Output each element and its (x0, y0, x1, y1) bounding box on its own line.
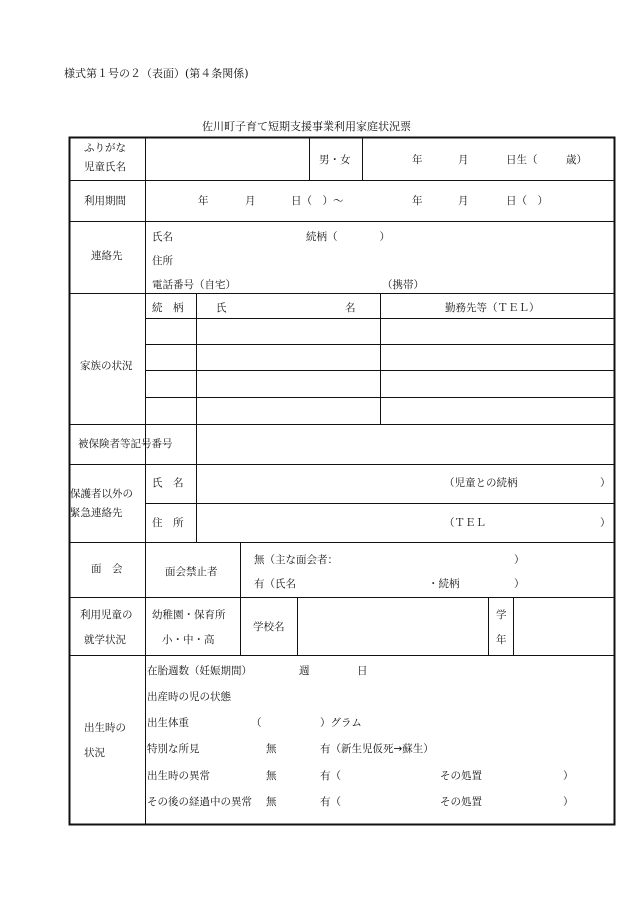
visit-label: 面 会 (91, 563, 123, 575)
later-abnormal-label: その後の経過中の異常 (147, 796, 252, 808)
period-to-day: 日（ ） (506, 195, 548, 207)
period-label: 利用期間 (84, 195, 126, 207)
visit-prohibited-label: 面会禁止者 (165, 566, 218, 578)
birth-abnormal-yes: 有（ (320, 770, 341, 782)
dob-age-label: 歳） (566, 154, 587, 166)
visit-yes-text: 有（氏名 (254, 578, 296, 590)
family-label: 家族の状況 (80, 360, 133, 372)
emergency-relation-close: ） (600, 477, 611, 489)
birth-weight-open: （ (251, 717, 262, 729)
birth-abnormal-close: ） (563, 770, 574, 782)
visit-yes-relation: ・続柄 (428, 578, 460, 590)
later-abnormal-none: 無 (266, 796, 277, 808)
visit-none-close: ） (514, 554, 525, 566)
form-number: 様式第１号の２（表面）(第４条関係) (64, 67, 249, 80)
period-from-year: 年 (198, 195, 209, 207)
birth-condition-label: 出産時の児の状態 (147, 691, 231, 703)
later-abnormal-treatment: その処置 (440, 796, 482, 808)
contact-relation-label: 続柄（ ） (306, 231, 390, 243)
emergency-tel-close: ） (600, 517, 611, 529)
later-abnormal-yes: 有（ (320, 796, 341, 808)
school-grade-line2: 年 (496, 634, 507, 646)
school-levels-text: 小・中・高 (162, 634, 215, 646)
gestation-days: 日 (357, 665, 368, 677)
special-findings-label: 特別な所見 (147, 743, 200, 755)
gestation-weeks: 週 (299, 665, 310, 677)
contact-phone-mobile-label: （携帯） (382, 279, 424, 291)
family-col-work: 勤務先等（ＴＥＬ） (445, 302, 540, 314)
gestation-label: 在胎週数（妊娠期間） (147, 665, 252, 677)
birth-weight-label: 出生体重 (147, 717, 189, 729)
school-label-line1: 利用児童の (80, 609, 133, 621)
emergency-name-label: 氏 名 (152, 477, 184, 489)
dob-month-label: 月 (458, 154, 469, 166)
contact-phone-home-label: 電話番号（自宅） (152, 279, 236, 291)
contact-address-label: 住所 (152, 255, 173, 267)
school-kinder-text: 幼稚園・保育所 (152, 609, 226, 621)
period-to-month: 月 (458, 195, 469, 207)
family-col-name-left: 氏 (216, 302, 227, 314)
contact-label: 連絡先 (91, 250, 123, 262)
dob-day-label: 日生（ (506, 154, 538, 166)
period-from-month: 月 (245, 195, 256, 207)
visit-yes-close: ） (514, 578, 525, 590)
birth-abnormal-treatment: その処置 (440, 770, 482, 782)
birth-label-line2: 状況 (84, 747, 105, 759)
furigana-label: ふりがな (84, 142, 126, 154)
school-name-label: 学校名 (253, 621, 285, 633)
birth-abnormal-none: 無 (266, 770, 277, 782)
emergency-relation-text: （児童との続柄 (444, 477, 518, 489)
child-name-label: 児童氏名 (84, 161, 126, 173)
birth-label-line1: 出生時の (84, 722, 126, 734)
insurance-label: 被保険者等記号番号 (78, 438, 173, 450)
school-label-line2: 就学状況 (84, 634, 126, 646)
emergency-label-line1: 保護者以外の (70, 488, 133, 500)
birth-abnormal-label: 出生時の異常 (147, 770, 210, 782)
school-grade-line1: 学 (496, 609, 507, 621)
family-col-name-right: 名 (345, 302, 356, 314)
period-from-day: 日（ ）～ (291, 195, 344, 207)
special-findings-yes: 有（新生児仮死→蘇生） (320, 743, 434, 755)
emergency-tel-text: （ＴＥＬ (444, 517, 486, 529)
later-abnormal-close: ） (563, 796, 574, 808)
special-findings-none: 無 (266, 743, 277, 755)
period-to-year: 年 (412, 195, 423, 207)
form-title: 佐川町子育て短期支援事業利用家庭状況票 (202, 120, 411, 133)
family-col-relation: 続 柄 (152, 302, 184, 314)
emergency-address-label: 住 所 (152, 517, 184, 529)
visit-none-text: 無（主な面会者： (254, 554, 338, 566)
contact-name-label: 氏名 (152, 231, 173, 243)
birth-weight-unit: ）グラム (320, 717, 362, 729)
dob-year-label: 年 (412, 154, 423, 166)
emergency-label-line2: 緊急連絡先 (70, 507, 123, 519)
gender-field[interactable]: 男・女 (319, 154, 351, 166)
